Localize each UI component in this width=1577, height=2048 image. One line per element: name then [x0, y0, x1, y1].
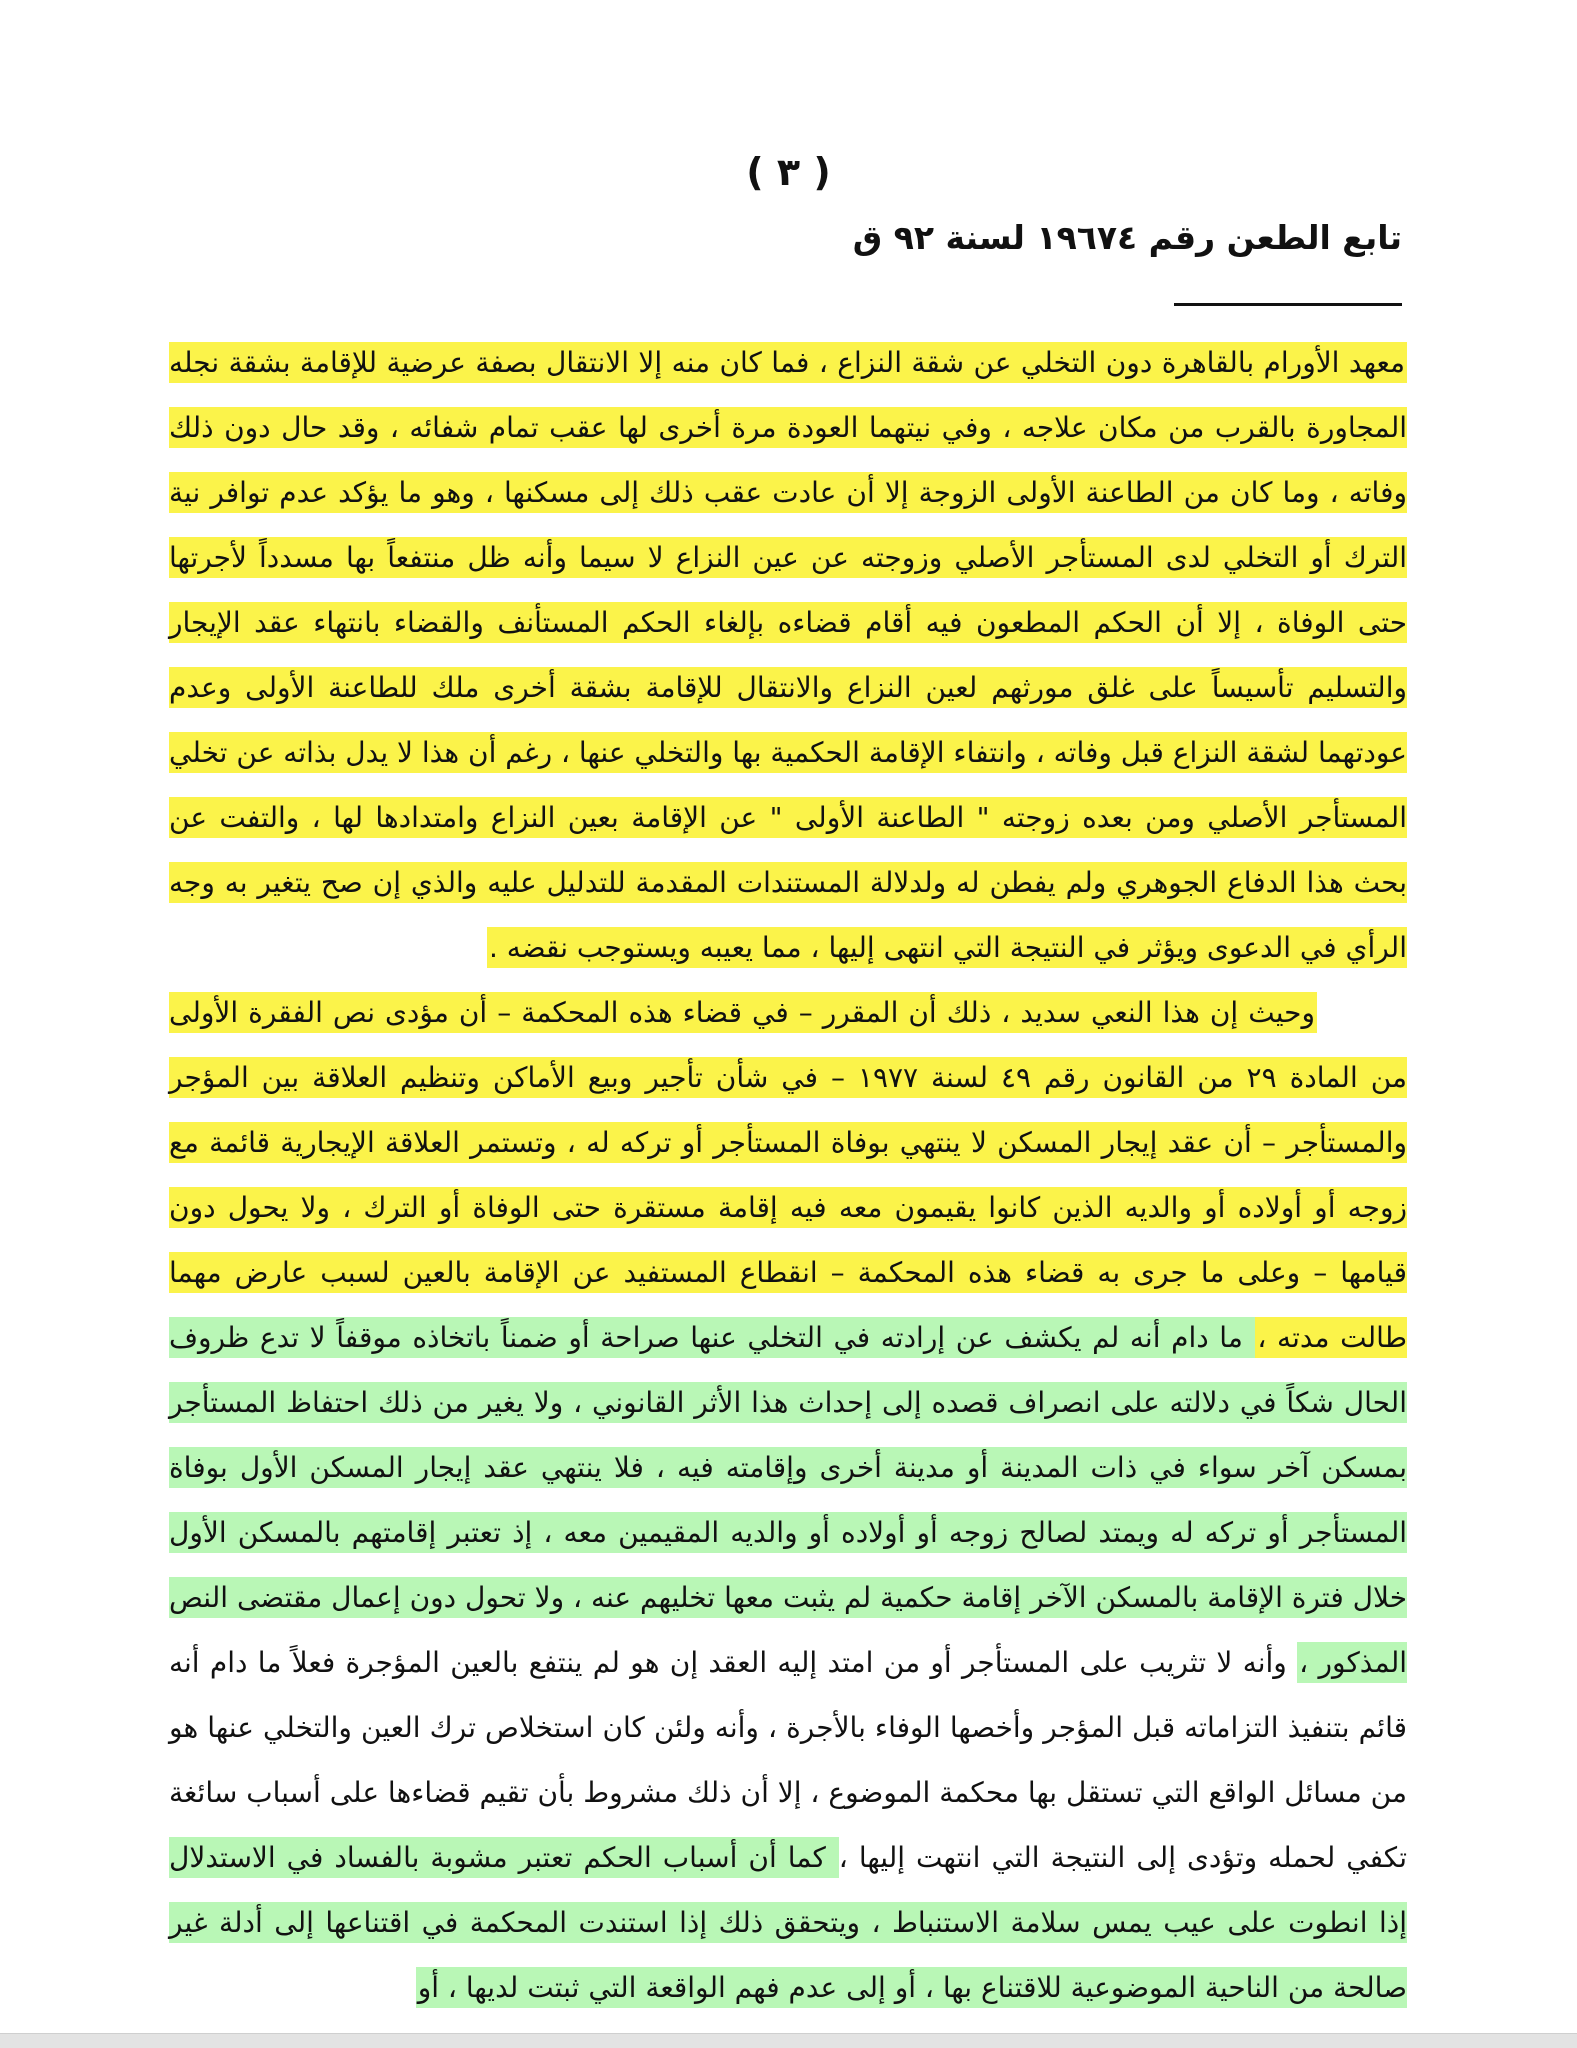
highlighted-text-yellow: وحيث إن هذا النعي سديد ، ذلك أن المقرر – في قضاء هذه المحكمة – أن مؤدى نص الفقرة الأولى من المادة ٢٩ من القانون رقم ٤٩ لسنة ١٩٧٧ – في شأن تأجير وبيع الأماكن وتنظيم العلاقة بين المؤجر والمستأجر – أن عقد إيجار المسكن لا ينتهي بوفاة المستأجر أو تركه له ، وتستمر العلاقة الإيجارية قائمة مع زوجه أو أولاده أو والديه الذين كانوا يقيمون معه فيه إقامة مستقرة حتى الوفاة أو الترك ، ولا يحول دون قيامها – وعلى ما جرى به قضاء هذه المحكمة – انقطاع المستفيد عن الإقامة بالعين لسبب عارض مهما طالت مدته ،: [169, 992, 1407, 1358]
appeal-reference: تابع الطعن رقم ١٩٦٧٤ لسنة ٩٢ ق: [852, 218, 1402, 257]
highlighted-text-green: كما أن أسباب الحكم تعتبر مشوبة بالفساد في الاستدلال إذا انطوت على عيب يمس سلامة الاستنباط ، ويتحقق ذلك إذا استندت المحكمة في اقتناعها إلى أدلة غير صالحة من الناحية الموضوعية للاقتناع بها ، أو إلى عدم فهم الواقعة التي ثبتت لديها ، أو: [169, 1837, 1407, 2008]
document-body: [169, 330, 1407, 2020]
highlighted-text-yellow: معهد الأورام بالقاهرة دون التخلي عن شقة النزاع ، فما كان منه إلا الانتقال بصفة عرضية للإقامة بشقة نجله المجاورة بالقرب من مكان علاجه ، وفي نيتهما العودة مرة أخرى لها عقب تمام شفائه ، وقد حال دون ذلك وفاته ، وما كان من الطاعنة الأولى الزوجة إلا أن عادت عقب ذلك إلى مسكنها ، وهو ما يؤكد عدم توافر نية الترك أو التخلي لدى المستأجر الأصلي وزوجته عن عين النزاع لا سيما وأنه ظل منتفعاً بها مسدداً لأجرتها حتى الوفاة ، إلا أن الحكم المطعون فيه أقام قضاءه بإلغاء الحكم المستأنف والقضاء بانتهاء عقد الإيجار والتسليم تأسيساً على غلق مورثهم لعين النزاع والانتقال للإقامة بشقة أخرى ملك للطاعنة الأولى وعدم عودتهما لشقة النزاع قبل وفاته ، وانتفاء الإقامة الحكمية بها والتخلي عنها ، رغم أن هذا لا يدل بذاته عن تخلي المستأجر الأصلي ومن بعده زوجته " الطاعنة الأولى " عن الإقامة بعين النزاع وامتدادها لها ، والتفت عن بحث هذا الدفاع الجوهري ولم يفطن له ولدلالة المستندات المقدمة للتدليل عليه والذي إن صح يتغير به وجه الرأي في الدعوى ويؤثر في النتيجة التي انتهى إليها ، مما يعيبه ويستوجب نقضه .: [169, 342, 1407, 968]
scan-bottom-edge: [0, 2033, 1577, 2048]
plain-text: وأنه لا تثريب على المستأجر أو من امتد إليه العقد إن هو لم ينتفع بالعين المؤجرة فعلاً ما دام أنه قائم بتنفيذ التزاماته قبل المؤجر وأخصها الوفاء بالأجرة ، وأنه ولئن كان استخلاص ترك العين والتخلي عنها هو من مسائل الواقع التي تستقل بها محكمة الموضوع ، إلا أن ذلك مشروط بأن تقيم قضاءها على أسباب سائغة تكفي لحمله وتؤدى إلى النتيجة التي انتهت إليها ،: [169, 1646, 1407, 1874]
highlighted-text-green: ما دام أنه لم يكشف عن إرادته في التخلي عنها صراحة أو ضمناً باتخاذه موقفاً لا تدع ظروف الحال شكاً في دلالته على انصراف قصده إلى إحداث هذا الأثر القانوني ، ولا يغير من ذلك احتفاظ المستأجر بمسكن آخر سواء في ذات المدينة أو مدينة أخرى وإقامته فيه ، فلا ينتهي عقد إيجار المسكن الأول بوفاة المستأجر أو تركه له ويمتد لصالح زوجه أو أولاده أو والديه المقيمين معه ، إذ تعتبر إقامتهم بالمسكن الأول خلال فترة الإقامة بالمسكن الآخر إقامة حكمية لم يثبت معها تخليهم عنه ، ولا تحول دون إعمال مقتضى النص المذكور ،: [169, 1317, 1407, 1683]
page-number: ( ٣ ): [746, 150, 831, 194]
paragraph-1: [169, 330, 1407, 980]
header-underline: [1174, 303, 1402, 306]
paragraph-2: [169, 980, 1407, 2020]
